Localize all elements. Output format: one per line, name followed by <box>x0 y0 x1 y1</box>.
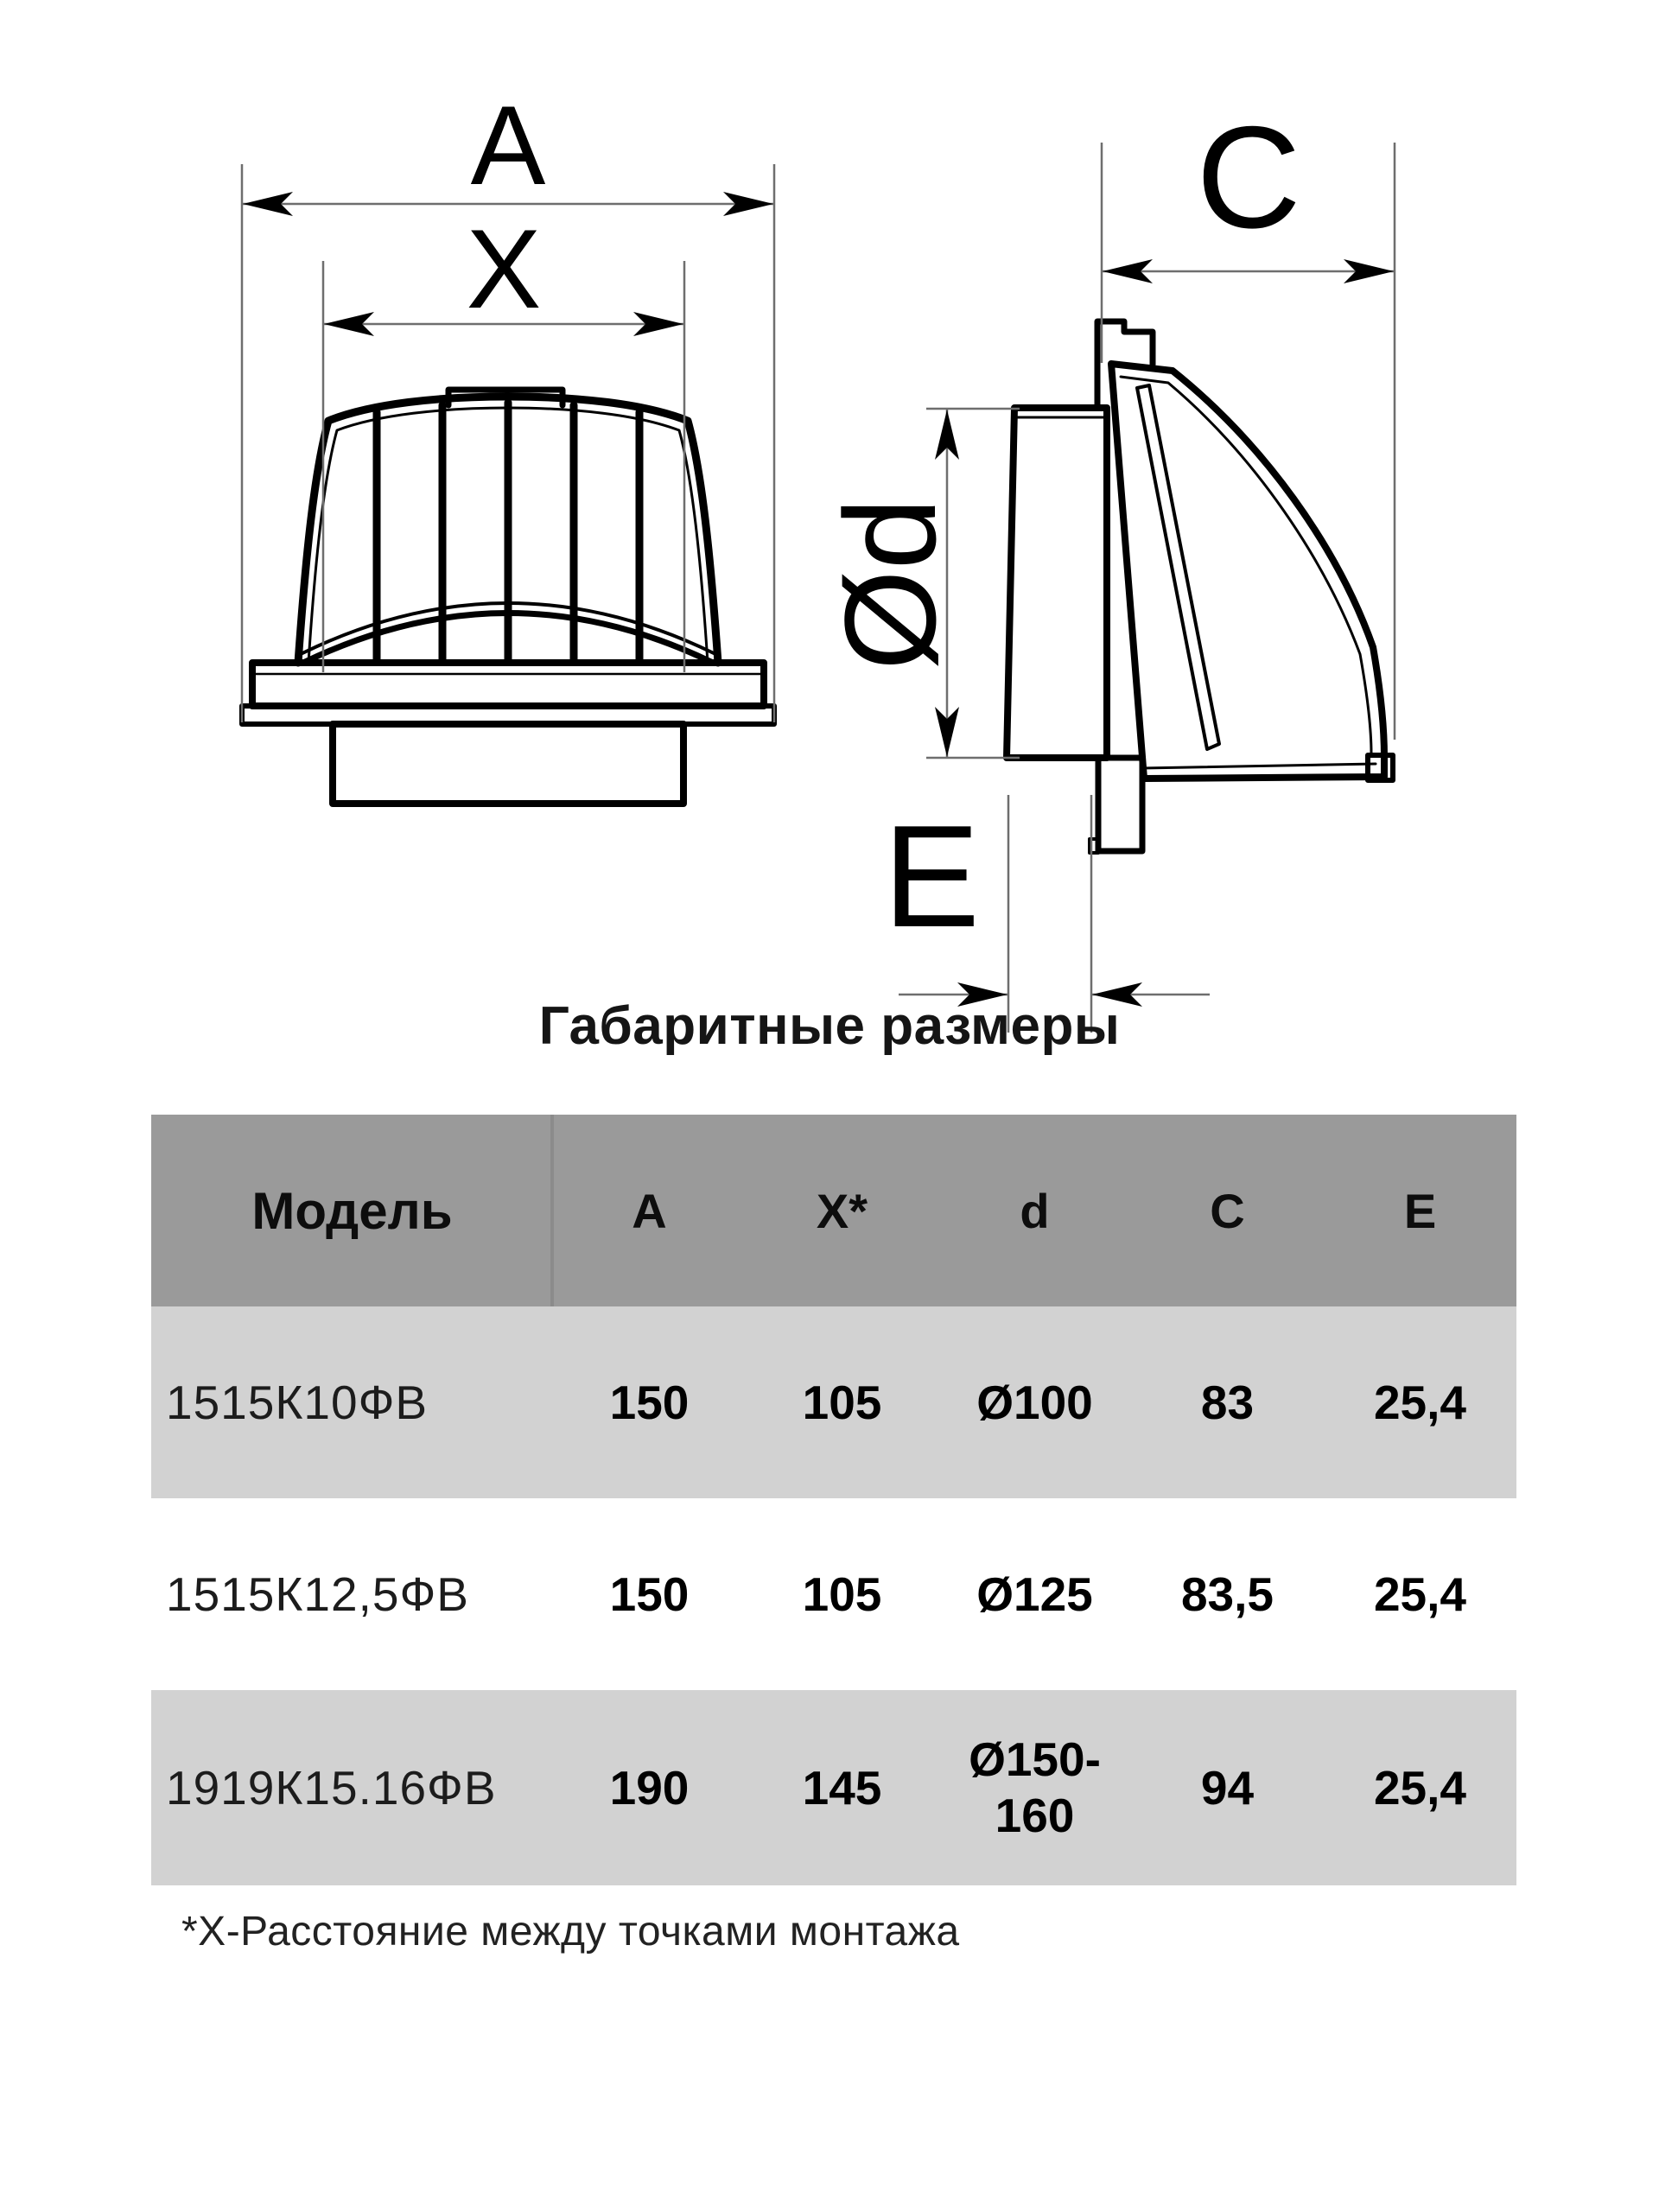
value-c: 94 <box>1200 1761 1255 1815</box>
value-e: 25,4 <box>1373 1761 1467 1815</box>
dim-label-x: X <box>466 206 542 332</box>
column-header-e: Е <box>1403 1183 1437 1238</box>
table-header-row <box>151 1115 1516 1306</box>
section-title: Габаритные размеры <box>538 996 1121 1056</box>
value-x: 105 <box>802 1376 882 1429</box>
value-c: 83,5 <box>1180 1567 1274 1621</box>
value-e: 25,4 <box>1373 1567 1467 1621</box>
dim-label-c: C <box>1196 96 1301 258</box>
value-e: 25,4 <box>1373 1376 1467 1429</box>
value-a: 150 <box>609 1376 690 1429</box>
dim-label-diameter: Ød <box>817 497 963 671</box>
value-x: 105 <box>802 1567 882 1621</box>
value-d <box>938 1690 1131 1885</box>
dimensions-table <box>151 1115 1516 1885</box>
column-header-a: А <box>632 1183 667 1238</box>
value-d: Ø100 <box>976 1376 1093 1429</box>
column-header-c: С <box>1210 1183 1245 1238</box>
dim-label-e: E <box>882 795 981 957</box>
value-a: 150 <box>609 1567 690 1621</box>
model-name: 1515К12,5ФВ <box>166 1567 469 1621</box>
column-header-x: Х* <box>816 1183 868 1238</box>
model-name: 1919К15.16ФВ <box>166 1761 497 1815</box>
value-a: 190 <box>609 1761 690 1815</box>
value-d-text: Ø150-160 <box>969 1732 1101 1842</box>
column-header-d: d <box>1020 1183 1050 1238</box>
model-name: 1515К10ФВ <box>166 1376 429 1429</box>
dim-label-a: A <box>470 82 546 208</box>
column-header-model: Модель <box>251 1181 453 1240</box>
side-view <box>1007 321 1393 853</box>
value-d: Ø125 <box>976 1567 1093 1621</box>
table-row <box>151 1498 1516 1690</box>
footnote: *Х-Расстояние между точками монтажа <box>181 1909 960 1955</box>
table-row <box>151 1306 1516 1498</box>
table-row <box>151 1690 1516 1885</box>
value-x: 145 <box>802 1761 882 1815</box>
dimension-drawing <box>0 0 1659 1089</box>
value-c: 83 <box>1200 1376 1255 1429</box>
front-view <box>242 390 774 804</box>
